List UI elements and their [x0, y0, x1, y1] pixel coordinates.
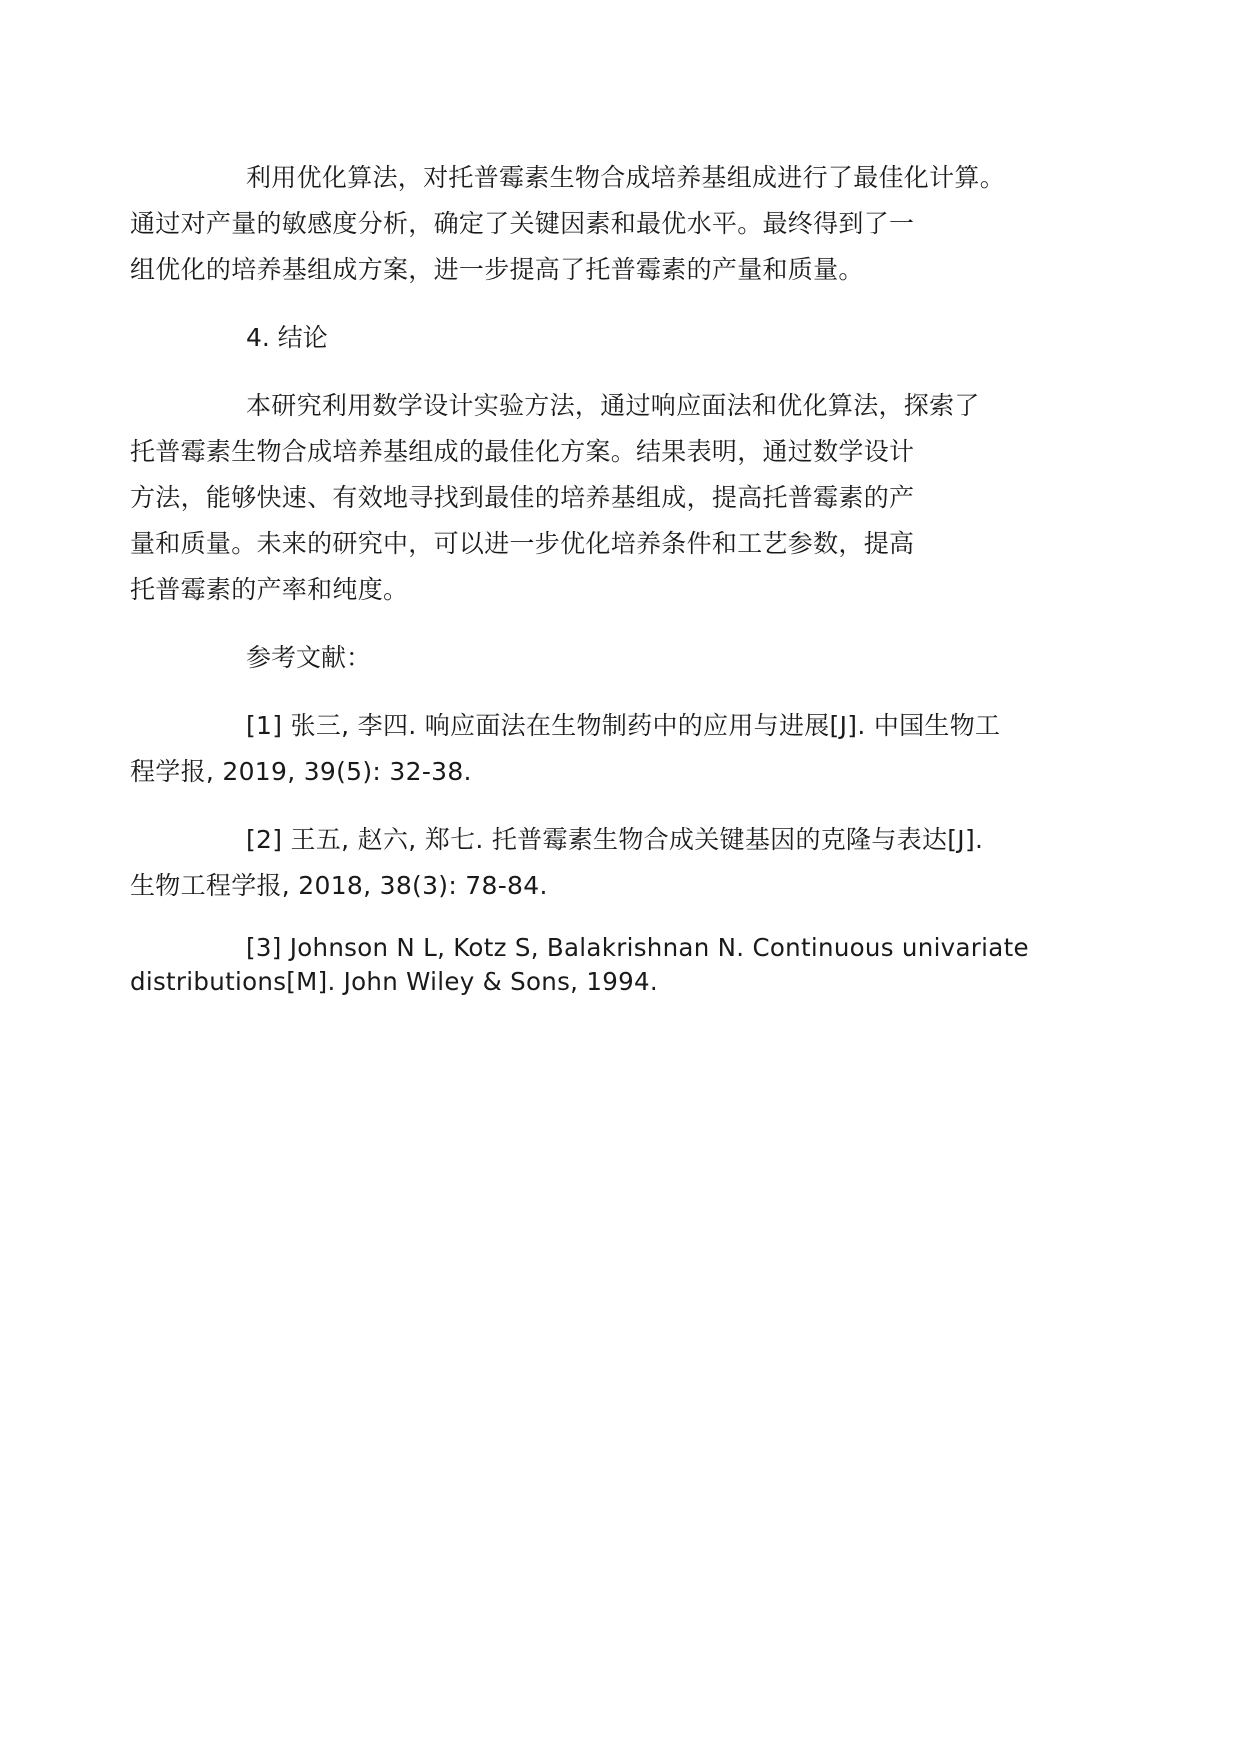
paragraph-line: 组优化的培养基组成方案，进一步提高了托普霉素的产量和质量。 — [130, 255, 864, 284]
reference-line: 生物工程学报, 2018, 38(3): 78-84. — [130, 871, 548, 900]
reference-item-2 — [130, 817, 1068, 909]
paragraph-line: 托普霉素生物合成培养基组成的最佳化方案。结果表明，通过数学设计 — [130, 437, 915, 466]
conclusion-paragraph — [130, 383, 1068, 613]
reference-line: [3] Johnson N L, Kotz S, Balakrishnan N. Continuous univariate — [246, 933, 1029, 962]
reference-item-1 — [130, 703, 1068, 795]
paragraph-line: 通过对产量的敏感度分析，确定了关键因素和最优水平。最终得到了一 — [130, 209, 915, 238]
paragraph-line: 方法，能够快速、有效地寻找到最佳的培养基组成，提高托普霉素的产 — [130, 483, 915, 512]
conclusion-heading: 4. 结论 — [246, 323, 328, 352]
reference-line: [2] 王五, 赵六, 郑七. 托普霉素生物合成关键基因的克隆与表达[J]. — [246, 825, 984, 854]
paragraph-line: 托普霉素的产率和纯度。 — [130, 575, 409, 604]
reference-line: [1] 张三, 李四. 响应面法在生物制药中的应用与进展[J]. 中国生物工 — [246, 711, 1001, 740]
reference-line: distributions[M]. John Wiley & Sons, 1994. — [130, 967, 658, 996]
references-heading: 参考文献： — [246, 643, 372, 672]
paragraph-line: 量和质量。未来的研究中，可以进一步优化培养条件和工艺参数，提高 — [130, 529, 915, 558]
paragraph-line: 本研究利用数学设计实验方法，通过响应面法和优化算法，探索了 — [246, 391, 980, 420]
document-page — [130, 155, 1068, 1021]
reference-item-3 — [130, 931, 1068, 999]
reference-line: 程学报, 2019, 39(5): 32-38. — [130, 757, 472, 786]
section3-paragraph — [130, 155, 1068, 293]
paragraph-line: 利用优化算法，对托普霉素生物合成培养基组成进行了最佳化计算。 — [246, 163, 1006, 192]
